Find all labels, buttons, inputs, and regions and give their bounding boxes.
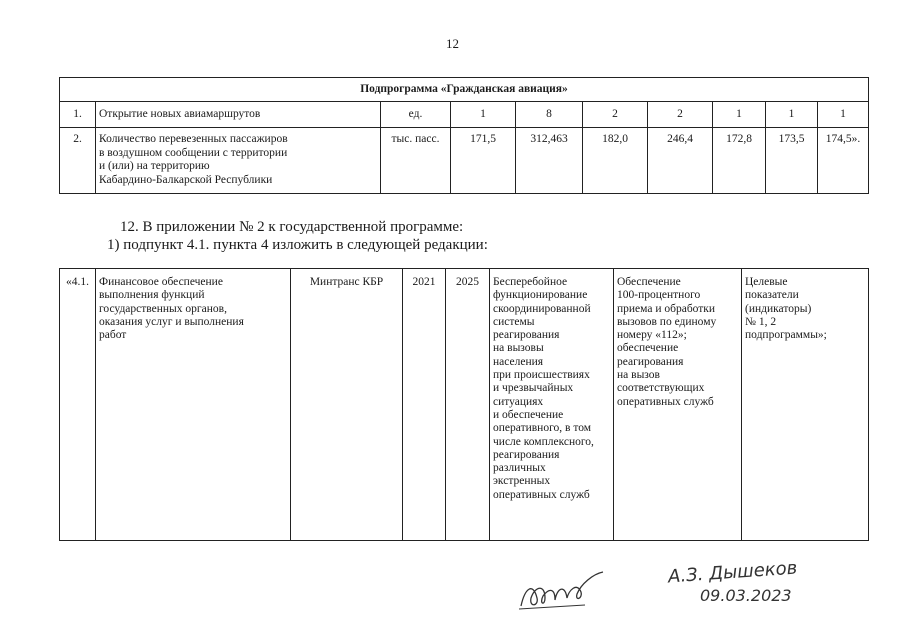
value-cell: 182,0 xyxy=(583,128,648,194)
name-line: Количество перевезенных пассажиров xyxy=(99,133,288,145)
result-line: оперативных служб xyxy=(493,488,590,501)
row-number: 1. xyxy=(60,102,96,128)
result-line: ситуациях xyxy=(493,395,544,408)
directions-line: соответствующих xyxy=(617,382,705,395)
indicators-line: показатели xyxy=(745,289,799,302)
executor-cell: Минтранс КБР xyxy=(291,269,403,541)
name-line: в воздушном сообщении с территории xyxy=(99,146,288,159)
subprogram-title: Подпрограмма «Гражданская авиация» xyxy=(60,78,869,102)
directions-line: 100-процентного xyxy=(617,289,701,302)
measures-table xyxy=(59,268,869,541)
result-line: экстренных xyxy=(493,475,551,488)
name-line: и (или) на территорию xyxy=(99,160,210,172)
value-cell: 246,4 xyxy=(648,128,713,194)
result-line: скоординированной xyxy=(493,302,591,315)
value-cell: 173,5 xyxy=(766,128,818,194)
directions-line: приема и обработки xyxy=(617,302,716,315)
indicator-name: Открытие новых авиамаршрутов xyxy=(96,102,381,128)
unit-cell: ед. xyxy=(381,102,451,128)
year-end-cell: 2025 xyxy=(446,269,490,541)
indicators-cell xyxy=(742,269,869,541)
value-cell: 2 xyxy=(583,102,648,128)
table-row xyxy=(60,269,869,541)
value-cell: 1 xyxy=(818,102,869,128)
unit-cell: тыс. пасс. xyxy=(381,128,451,194)
value-cell: 1 xyxy=(766,102,818,128)
table-row xyxy=(60,102,869,128)
value-cell: 1 xyxy=(713,102,766,128)
signature-name: А.З. Дышеков xyxy=(667,557,798,588)
result-line: Бесперебойное xyxy=(493,276,568,288)
result-line: на вызовы xyxy=(493,342,544,355)
indicators-line: Целевые xyxy=(745,276,788,288)
result-line: и обеспечение xyxy=(493,408,564,421)
name-line: государственных органов, xyxy=(99,302,227,315)
value-cell: 174,5». xyxy=(818,128,869,194)
year-start-cell: 2021 xyxy=(403,269,446,541)
directions-line: на вызов xyxy=(617,369,660,382)
indicators-line: подпрограммы»; xyxy=(745,329,827,342)
result-line: и чрезвычайных xyxy=(493,382,574,395)
value-cell: 171,5 xyxy=(451,128,516,194)
name-line: выполнения функций xyxy=(99,289,205,302)
row-number: 2. xyxy=(60,128,96,194)
signature-scribble xyxy=(515,568,610,613)
paragraph-subpoint: 1) подпункт 4.1. пункта 4 изложить в следующей редакции: xyxy=(107,237,488,253)
directions-line: номеру «112»; xyxy=(617,329,687,342)
name-line: Финансовое обеспечение xyxy=(99,276,223,288)
result-line: различных xyxy=(493,462,546,475)
value-cell: 8 xyxy=(516,102,583,128)
result-line: функционирование xyxy=(493,289,588,302)
directions-line: реагирования xyxy=(617,355,684,368)
result-line: числе комплексного, xyxy=(493,435,594,448)
name-line: работ xyxy=(99,329,127,342)
name-line: Кабардино-Балкарской Республики xyxy=(99,173,273,186)
value-cell: 2 xyxy=(648,102,713,128)
name-line: оказания услуг и выполнения xyxy=(99,315,244,328)
result-line: системы xyxy=(493,315,535,328)
indicators-line: № 1, 2 xyxy=(745,315,777,328)
expected-result-cell xyxy=(490,269,614,541)
result-line: оперативного, в том xyxy=(493,422,591,435)
page-number: 12 xyxy=(446,36,459,51)
measure-name xyxy=(96,269,291,541)
directions-cell xyxy=(614,269,742,541)
result-line: при происшествиях xyxy=(493,369,590,382)
signature-date: 09.03.2023 xyxy=(700,586,792,605)
value-cell: 1 xyxy=(451,102,516,128)
directions-line: Обеспечение xyxy=(617,276,681,288)
result-line: населения xyxy=(493,355,544,368)
table-row xyxy=(60,128,869,194)
value-cell: 312,463 xyxy=(516,128,583,194)
indicators-table xyxy=(59,77,869,194)
directions-line: оперативных служб xyxy=(617,395,714,408)
result-line: реагирования xyxy=(493,448,560,461)
indicator-name xyxy=(96,128,381,194)
directions-line: обеспечение xyxy=(617,342,679,355)
paragraph-appendix: 12. В приложении № 2 к государственной программе: xyxy=(120,219,464,235)
directions-line: вызовов по единому xyxy=(617,315,717,328)
result-line: реагирования xyxy=(493,329,560,342)
indicators-line: (индикаторы) xyxy=(745,302,812,315)
measure-number: «4.1. xyxy=(60,269,96,541)
value-cell: 172,8 xyxy=(713,128,766,194)
